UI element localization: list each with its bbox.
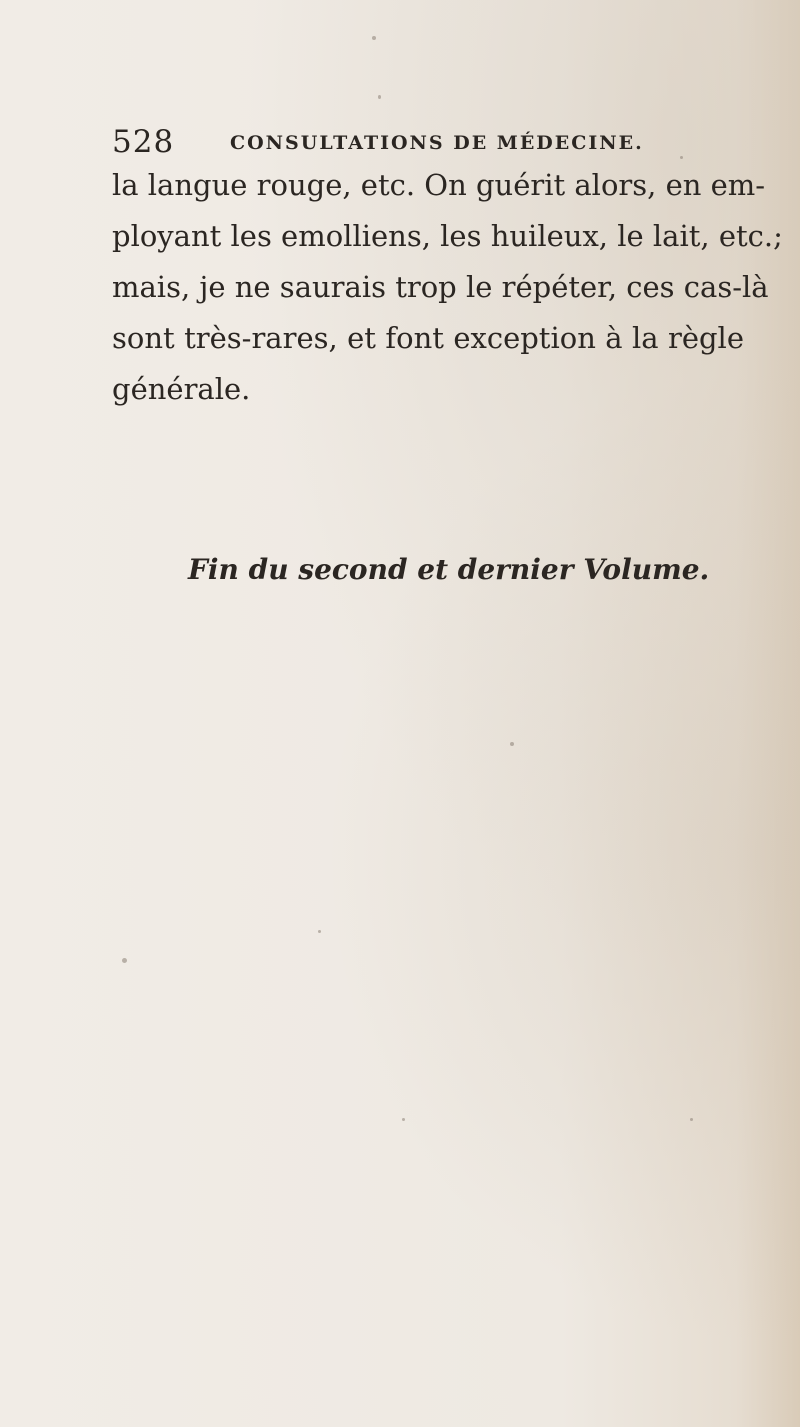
paper-speck bbox=[122, 958, 127, 963]
body-paragraph bbox=[112, 160, 783, 415]
paper-speck bbox=[378, 95, 381, 99]
closing-line: Fin du second et dernier Volume. bbox=[188, 553, 710, 586]
text-line: générale. bbox=[112, 372, 251, 406]
page-number: 528 bbox=[112, 124, 175, 160]
text-line: mais, je ne saurais trop le répéter, ces cas-là bbox=[112, 270, 769, 304]
paper-speck bbox=[690, 1118, 693, 1121]
text-line: ployant les emolliens, les huileux, le lait, etc.; bbox=[112, 219, 783, 253]
running-head: CONSULTATIONS DE MÉDECINE. bbox=[230, 132, 644, 154]
page-header bbox=[112, 120, 752, 164]
paper-speck bbox=[372, 36, 376, 40]
text-line: sont très-rares, et font exception à la règle bbox=[112, 321, 744, 355]
text-line: la langue rouge, etc. On guérit alors, en em- bbox=[112, 168, 766, 202]
paper-speck bbox=[510, 742, 514, 746]
paper-speck bbox=[318, 930, 321, 933]
paper-speck bbox=[402, 1118, 405, 1121]
